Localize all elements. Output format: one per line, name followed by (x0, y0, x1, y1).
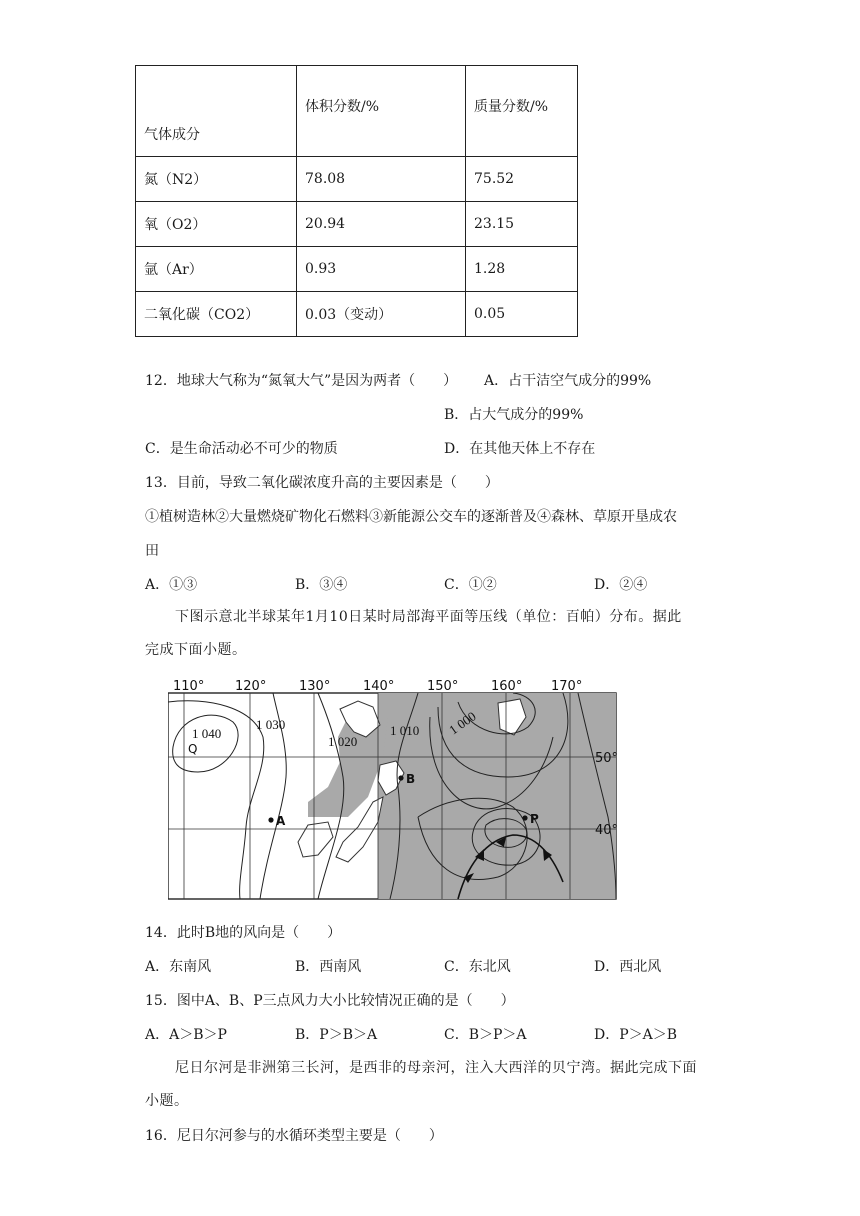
isobar-label: 1 000 (446, 708, 479, 738)
longitude-label: 110° (173, 679, 205, 694)
question-13-option-d: D．②④ (594, 577, 648, 593)
question-12-option-d: D．在其他天体上不存在 (444, 441, 596, 457)
point-b-marker (398, 775, 403, 780)
table-cell: 75.52 (466, 157, 578, 202)
question-13-options-line-2: 田 (145, 543, 159, 559)
longitude-label: 130° (299, 679, 331, 694)
intro-paragraph-line-1: 下图示意北半球某年1月10日某时局部海平面等压线（单位：百帕）分布。据此 (175, 609, 682, 625)
latitude-label: 50° (594, 751, 618, 766)
isobar-label: 1 030 (256, 717, 286, 732)
intro-paragraph-line-2: 小题。 (145, 1093, 189, 1109)
question-14-option-d: D．西北风 (594, 959, 662, 975)
table-cell: 氩（Ar） (136, 247, 297, 292)
point-p-marker (522, 815, 527, 820)
longitude-label: 170° (551, 679, 583, 694)
longitude-label: 160° (491, 679, 523, 694)
point-label-b: B (406, 772, 416, 786)
longitude-label: 140° (363, 679, 395, 694)
table-cell: 0.05 (466, 292, 578, 337)
question-14-option-c: C．东北风 (444, 959, 511, 975)
table-header-cell: 气体成分 (136, 66, 297, 157)
table-row (136, 202, 578, 247)
isobar-label: 1 040 (192, 726, 222, 741)
question-14-option-a: A．东南风 (145, 959, 212, 975)
table-row (136, 247, 578, 292)
table-cell: 0.93 (297, 247, 466, 292)
question-12-stem: 12．地球大气称为“氮氧大气”是因为两者（ ） (145, 373, 458, 389)
question-15-stem: 15．图中A、B、P三点风力大小比较情况正确的是（ ） (145, 993, 515, 1009)
latitude-label: 40° (594, 823, 618, 838)
gas-composition-table (135, 65, 578, 337)
question-14-option-b: B．西南风 (295, 959, 362, 975)
table-cell: 0.03（变动） (297, 292, 466, 337)
question-13-option-b: B．③④ (295, 577, 348, 593)
question-13-option-a: A．①③ (145, 577, 198, 593)
question-15-option-a: A．A＞B＞P (145, 1027, 227, 1043)
isobar-label: 1 010 (390, 723, 420, 738)
table-cell: 78.08 (297, 157, 466, 202)
table-cell: 23.15 (466, 202, 578, 247)
question-12-option-a: A．占干洁空气成分的99% (484, 373, 652, 389)
longitude-label: 150° (427, 679, 459, 694)
isobar-label: 1 020 (328, 734, 358, 749)
question-15-option-c: C．B＞P＞A (444, 1027, 527, 1043)
point-label-p: P (530, 812, 539, 826)
question-13-option-c: C．①② (444, 577, 497, 593)
question-15-option-d: D．P＞A＞B (594, 1027, 678, 1043)
question-12-option-b: B．占大气成分的99% (444, 407, 584, 423)
table-row (136, 292, 578, 337)
table-cell: 氧（O2） (136, 202, 297, 247)
question-13-options-line-1: ①植树造林②大量燃烧矿物化石燃料③新能源公交车的逐渐普及④森林、草原开垦成农 (145, 509, 677, 525)
question-14-stem: 14．此时B地的风向是（ ） (145, 925, 342, 941)
table-header-cell: 体积分数/% (297, 66, 466, 157)
question-13-stem: 13．目前，导致二氧化碳浓度升高的主要因素是（ ） (145, 475, 499, 491)
longitude-label: 120° (235, 679, 267, 694)
intro-paragraph-line-1: 尼日尔河是非洲第三长河，是西非的母亲河，注入大西洋的贝宁湾。据此完成下面 (175, 1060, 697, 1076)
point-a-marker (268, 817, 273, 822)
intro-paragraph-line-2: 完成下面小题。 (145, 642, 247, 658)
table-row (136, 157, 578, 202)
question-15-option-b: B．P＞B＞A (295, 1027, 378, 1043)
point-label-q: Q (188, 742, 198, 756)
table-header-row (136, 66, 578, 157)
table-cell: 1.28 (466, 247, 578, 292)
table-cell: 20.94 (297, 202, 466, 247)
table-header-cell: 质量分数/% (466, 66, 578, 157)
table-cell: 氮（N2） (136, 157, 297, 202)
point-label-a: A (276, 814, 286, 828)
question-12-option-c: C．是生命活动必不可少的物质 (145, 441, 338, 457)
table-cell: 二氧化碳（CO2） (136, 292, 297, 337)
isobar-map (168, 677, 618, 905)
question-16-stem: 16．尼日尔河参与的水循环类型主要是（ ） (145, 1128, 443, 1144)
